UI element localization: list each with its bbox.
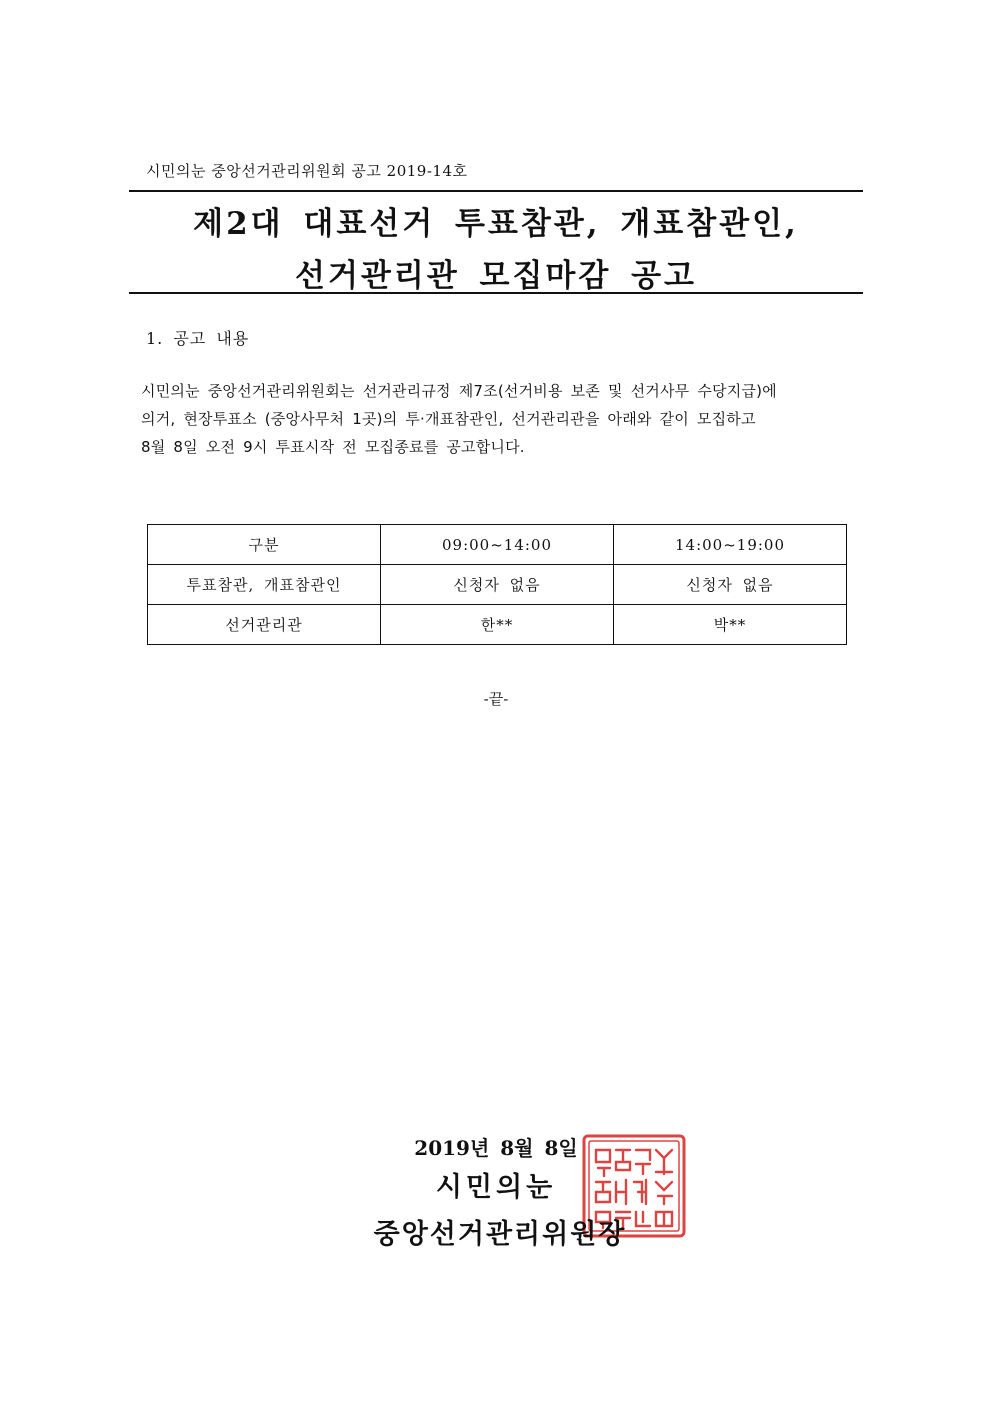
- title-rule-top: [129, 190, 863, 192]
- title-rule-bottom: [129, 292, 863, 294]
- signature-chair: 중앙선거관리위원장: [373, 1219, 627, 1250]
- table-cell: 박**: [614, 605, 847, 645]
- notice-number: 시민의눈 중앙선거관리위원회 공고 2019-14호: [146, 162, 468, 180]
- table-header-cell: 09:00~14:00: [381, 525, 614, 565]
- table-cell: 투표참관, 개표참관인: [148, 565, 381, 605]
- table-row: [148, 565, 847, 605]
- end-mark: -끝-: [483, 690, 509, 708]
- section-heading: 1. 공고 내용: [146, 329, 250, 348]
- title-line-1: 제2대 대표선거 투표참관, 개표참관인,: [193, 206, 799, 242]
- recruitment-table: [147, 524, 847, 645]
- table-cell: 한**: [381, 605, 614, 645]
- signature-org: 시민의눈: [435, 1172, 557, 1203]
- body-line-3: 8월 8일 오전 9시 투표시작 전 모집종료를 공고합니다.: [141, 438, 525, 456]
- table-row: [148, 605, 847, 645]
- body-paragraph: [141, 377, 871, 461]
- signature-date: 2019년 8월 8일: [414, 1136, 578, 1160]
- title-line-2: 선거관리관 모집마감 공고: [295, 258, 697, 294]
- body-line-1: 시민의눈 중앙선거관리위원회는 선거관리규정 제7조(선거비용 보존 및 선거사무 수당지급)에: [141, 382, 777, 400]
- table-cell: 신청자 없음: [381, 565, 614, 605]
- table-header-cell: 구분: [148, 525, 381, 565]
- table-cell: 신청자 없음: [614, 565, 847, 605]
- table-cell: 선거관리관: [148, 605, 381, 645]
- table-header-cell: 14:00~19:00: [614, 525, 847, 565]
- body-line-2: 의거, 현장투표소 (중앙사무처 1곳)의 투·개표참관인, 선거관리관을 아래와 같이 모집하고: [141, 410, 756, 428]
- table-header-row: [148, 525, 847, 565]
